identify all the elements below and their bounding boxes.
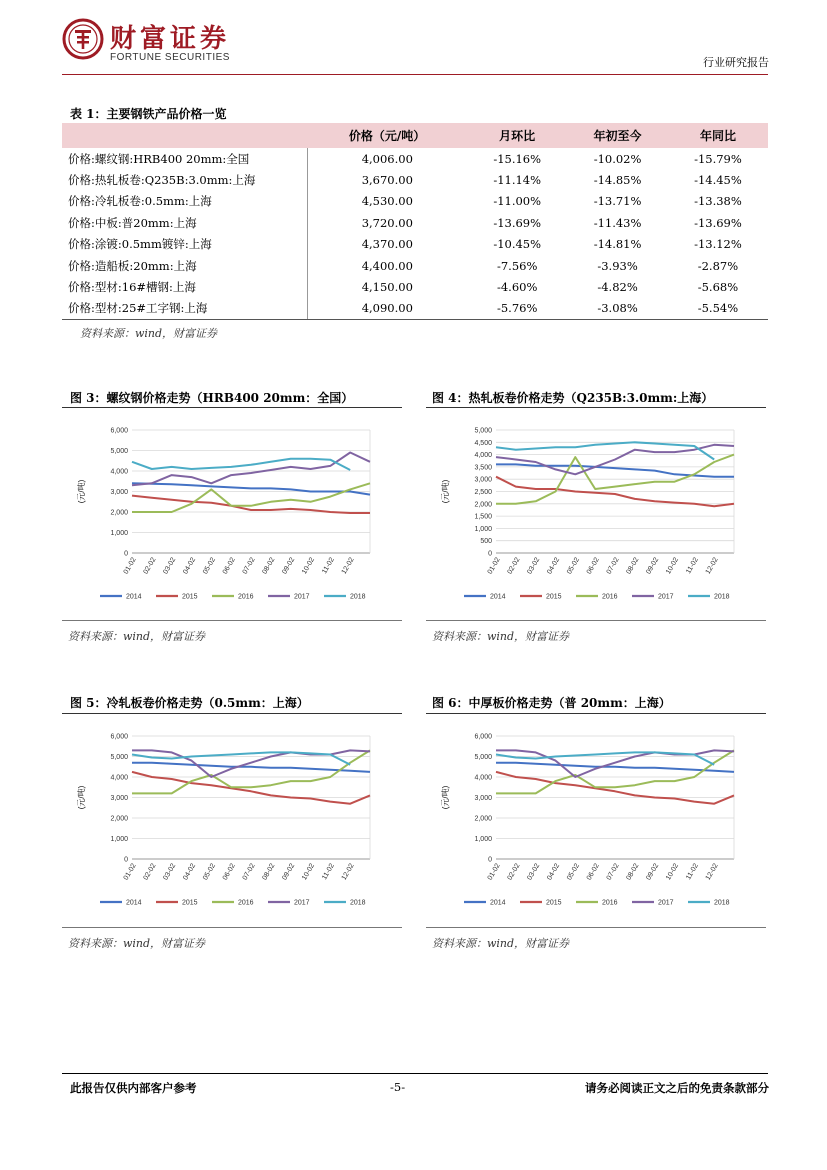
row-name: 价格:中板:普20mm:上海 — [62, 212, 307, 233]
x-tick-label: 06-02 — [221, 556, 237, 576]
y-tick-label: 1,000 — [474, 525, 492, 533]
x-tick-label: 01-02 — [122, 862, 138, 882]
legend-label-2017: 2017 — [658, 593, 674, 601]
fig5-chart — [62, 724, 402, 914]
row-price: 4,370.00 — [361, 237, 413, 252]
table-source: 资料来源：wind，财富证券 — [80, 327, 218, 340]
row-mom: -4.60% — [496, 280, 538, 295]
x-tick-label: 06-02 — [585, 862, 601, 882]
table-header-row — [62, 123, 768, 148]
legend-label-2015: 2015 — [546, 593, 562, 601]
table-header-mom: 月环比 — [467, 123, 567, 148]
row-name: 价格:造船板:20mm:上海 — [62, 255, 307, 276]
x-tick-label: 03-02 — [526, 556, 542, 576]
y-tick-label: 3,000 — [110, 489, 128, 496]
legend-label-2016: 2016 — [602, 593, 618, 601]
fig3-bottom-rule — [62, 620, 402, 621]
x-tick-label: 09-02 — [281, 556, 297, 576]
legend-label-2016: 2016 — [602, 899, 618, 907]
row-ytd: -14.81% — [593, 237, 642, 252]
y-tick-label: 3,000 — [474, 476, 492, 484]
y-tick-label: 5,000 — [474, 427, 492, 435]
row-price: 4,150.00 — [361, 280, 413, 295]
report-type: 行业研究报告 — [703, 56, 769, 69]
fig5-title: 图 5：冷轧板卷价格走势（0.5mm：上海） — [70, 696, 309, 710]
y-tick-label: 3,000 — [474, 795, 492, 802]
x-tick-label: 08-02 — [261, 862, 277, 882]
price-table — [62, 123, 768, 320]
y-tick-label: 1,000 — [110, 530, 128, 537]
fig4-title: 图 4：热轧板卷价格走势（Q235B:3.0mm:上海） — [432, 391, 714, 405]
y-tick-label: 2,000 — [474, 815, 492, 823]
x-tick-label: 12-02 — [340, 556, 356, 576]
row-mom: -5.76% — [467, 298, 567, 319]
x-tick-label: 12-02 — [704, 862, 720, 882]
row-ytd: -10.02% — [593, 151, 642, 166]
x-tick-label: 07-02 — [241, 862, 257, 882]
row-name: 价格:涂镀:0.5mm镀锌:上海 — [62, 234, 307, 255]
y-tick-label: 1,000 — [110, 836, 128, 843]
logo-english-name: FORTUNE SECURITIES — [110, 52, 230, 63]
table-row — [62, 148, 768, 169]
table-row — [62, 191, 768, 212]
row-yoy: -2.87% — [697, 258, 739, 273]
series-line-2014 — [496, 464, 734, 476]
row-mom: -15.16% — [493, 151, 542, 166]
y-tick-label: 6,000 — [474, 733, 492, 741]
legend-label-2017: 2017 — [294, 899, 310, 907]
table-row — [62, 234, 768, 255]
fig3-title: 图 3：螺纹钢价格走势（HRB400 20mm：全国） — [70, 391, 354, 405]
x-tick-label: 10-02 — [665, 862, 681, 882]
fig5-bottom-rule — [62, 927, 402, 928]
table-row — [62, 255, 768, 276]
x-tick-label: 11-02 — [685, 556, 700, 576]
row-ytd: -3.93% — [597, 258, 638, 273]
row-mom: -7.56% — [496, 258, 538, 273]
table-header-price: 价格（元/吨） — [307, 123, 467, 148]
table-row — [62, 276, 768, 297]
legend-label-2018: 2018 — [714, 899, 730, 907]
fig3-top-rule — [62, 407, 402, 408]
fig6-top-rule — [426, 713, 766, 714]
x-tick-label: 07-02 — [241, 556, 257, 576]
y-tick-label: 0 — [488, 550, 492, 558]
table-row — [62, 212, 768, 233]
y-tick-label: 4,500 — [474, 439, 492, 447]
row-yoy: -13.69% — [694, 215, 742, 230]
fig6-source: 资料来源：wind，财富证券 — [432, 937, 570, 950]
x-tick-label: 04-02 — [182, 556, 198, 576]
x-tick-label: 10-02 — [665, 556, 681, 576]
y-tick-label: 6,000 — [110, 427, 128, 435]
series-line-2014 — [496, 763, 734, 772]
table-title: 表 1：主要钢铁产品价格一览 — [70, 107, 227, 121]
x-tick-label: 04-02 — [546, 556, 562, 576]
page-number: -5- — [390, 1080, 406, 1094]
y-tick-label: 2,500 — [474, 489, 492, 496]
legend-label-2015: 2015 — [182, 593, 198, 601]
x-tick-label: 09-02 — [645, 862, 661, 882]
seal-logo-icon — [62, 18, 104, 60]
row-mom: -13.69% — [493, 215, 542, 230]
row-ytd: -11.43% — [593, 215, 642, 230]
row-yoy: -5.54% — [668, 298, 768, 319]
row-name: 价格:型材:25#工字钢:上海 — [62, 298, 307, 319]
row-name: 价格:螺纹钢:HRB400 20mm:全国 — [62, 148, 307, 169]
table-header-ytd: 年初至今 — [567, 123, 668, 148]
y-tick-label: 2,000 — [474, 501, 492, 509]
row-yoy: -15.79% — [694, 151, 742, 166]
row-mom: -11.14% — [493, 173, 542, 188]
fig6-bottom-rule — [426, 927, 766, 928]
table-header-blank — [62, 123, 307, 148]
x-tick-label: 11-02 — [685, 862, 700, 882]
series-line-2017 — [132, 453, 370, 486]
series-line-2015 — [132, 496, 370, 513]
fig4-bottom-rule — [426, 620, 766, 621]
x-tick-label: 08-02 — [625, 862, 641, 882]
legend-label-2018: 2018 — [350, 899, 366, 907]
y-tick-label: 4,000 — [110, 774, 128, 782]
x-tick-label: 10-02 — [301, 862, 317, 882]
row-mom: -11.00% — [493, 194, 542, 209]
y-tick-label: 6,000 — [110, 733, 128, 741]
x-tick-label: 01-02 — [486, 556, 502, 576]
x-tick-label: 11-02 — [321, 556, 336, 576]
legend-label-2016: 2016 — [238, 899, 254, 907]
x-tick-label: 03-02 — [162, 862, 178, 882]
row-ytd: -13.71% — [593, 194, 642, 209]
row-yoy: -13.38% — [694, 194, 742, 209]
row-price: 3,720.00 — [361, 215, 413, 230]
x-tick-label: 01-02 — [486, 862, 502, 882]
row-mom: -10.45% — [493, 237, 542, 252]
x-tick-label: 03-02 — [526, 862, 542, 882]
row-name: 价格:热轧板卷:Q235B:3.0mm:上海 — [62, 169, 307, 190]
y-tick-label: 3,000 — [110, 795, 128, 802]
y-tick-label: 5,000 — [110, 448, 128, 455]
series-line-2014 — [132, 763, 370, 772]
legend-label-2017: 2017 — [294, 593, 310, 601]
legend-label-2017: 2017 — [658, 899, 674, 907]
y-tick-label: 0 — [488, 856, 492, 864]
legend-label-2016: 2016 — [238, 593, 254, 601]
x-tick-label: 10-02 — [301, 556, 317, 576]
row-price: 3,670.00 — [361, 173, 413, 188]
x-tick-label: 09-02 — [281, 862, 297, 882]
legend-label-2018: 2018 — [714, 593, 730, 601]
legend-label-2014: 2014 — [490, 593, 506, 601]
legend-label-2015: 2015 — [546, 899, 562, 907]
y-axis-label: (元/吨) — [441, 479, 450, 504]
row-ytd: -14.85% — [593, 173, 642, 188]
x-tick-label: 04-02 — [546, 862, 562, 882]
x-tick-label: 07-02 — [605, 556, 621, 576]
company-logo — [62, 18, 242, 64]
y-tick-label: 1,500 — [474, 513, 492, 521]
y-tick-label: 3,500 — [474, 464, 492, 472]
row-ytd: -4.82% — [597, 280, 638, 295]
fig3-source: 资料来源：wind，财富证券 — [68, 630, 206, 643]
x-tick-label: 08-02 — [625, 556, 641, 576]
x-tick-label: 05-02 — [565, 556, 582, 576]
x-tick-label: 12-02 — [704, 556, 720, 576]
fig5-source: 资料来源：wind，财富证券 — [68, 937, 206, 950]
legend-label-2014: 2014 — [126, 899, 142, 907]
x-tick-label: 02-02 — [506, 556, 522, 576]
y-tick-label: 5,000 — [110, 754, 128, 761]
header-divider — [62, 74, 768, 75]
fig6-chart — [426, 724, 766, 914]
fig3-chart — [62, 418, 402, 608]
row-yoy: -13.12% — [694, 237, 742, 252]
x-tick-label: 05-02 — [201, 556, 218, 576]
row-name: 价格:冷轧板卷:0.5mm:上海 — [62, 191, 307, 212]
row-ytd: -3.08% — [567, 298, 668, 319]
fig6-title: 图 6：中厚板价格走势（普 20mm：上海） — [432, 696, 671, 710]
row-price: 4,090.00 — [307, 298, 467, 319]
x-tick-label: 06-02 — [221, 862, 237, 882]
table-header-yoy: 年同比 — [668, 123, 768, 148]
y-axis-label: (元/吨) — [77, 479, 86, 504]
y-tick-label: 0 — [124, 856, 128, 864]
y-axis-label: (元/吨) — [77, 785, 86, 810]
logo-chinese-name: 财富证券 — [110, 24, 231, 54]
y-tick-label: 4,000 — [474, 452, 492, 460]
y-tick-label: 4,000 — [110, 468, 128, 476]
x-tick-label: 02-02 — [506, 862, 522, 882]
row-price: 4,006.00 — [361, 151, 413, 166]
footer-divider — [62, 1073, 768, 1074]
x-tick-label: 05-02 — [201, 862, 218, 882]
footer-disclaimer-left: 此报告仅供内部客户参考 — [70, 1081, 197, 1095]
y-axis-label: (元/吨) — [441, 785, 450, 810]
row-yoy: -5.68% — [697, 280, 739, 295]
x-tick-label: 04-02 — [182, 862, 198, 882]
fig4-chart — [426, 418, 766, 608]
y-tick-label: 5,000 — [474, 754, 492, 761]
x-tick-label: 07-02 — [605, 862, 621, 882]
legend-label-2014: 2014 — [126, 593, 142, 601]
y-tick-label: 2,000 — [110, 815, 128, 823]
y-tick-label: 1,000 — [474, 836, 492, 843]
y-tick-label: 2,000 — [110, 509, 128, 517]
y-tick-label: 500 — [480, 538, 492, 546]
x-tick-label: 01-02 — [122, 556, 138, 576]
row-name: 价格:型材:16#槽钢:上海 — [62, 276, 307, 297]
x-tick-label: 05-02 — [565, 862, 582, 882]
row-yoy: -14.45% — [694, 173, 742, 188]
row-price: 4,530.00 — [361, 194, 413, 209]
x-tick-label: 02-02 — [142, 862, 158, 882]
y-tick-label: 4,000 — [474, 774, 492, 782]
x-tick-label: 09-02 — [645, 556, 661, 576]
x-tick-label: 03-02 — [162, 556, 178, 576]
y-tick-label: 0 — [124, 550, 128, 558]
series-line-2014 — [132, 483, 370, 494]
fig4-top-rule — [426, 407, 766, 408]
x-tick-label: 11-02 — [321, 862, 336, 882]
x-tick-label: 06-02 — [585, 556, 601, 576]
row-price: 4,400.00 — [361, 258, 413, 273]
x-tick-label: 02-02 — [142, 556, 158, 576]
table-row — [62, 298, 768, 319]
x-tick-label: 08-02 — [261, 556, 277, 576]
footer-disclaimer-right: 请务必阅读正文之后的免责条款部分 — [585, 1081, 769, 1095]
table-row — [62, 169, 768, 190]
x-tick-label: 12-02 — [340, 862, 356, 882]
legend-label-2014: 2014 — [490, 899, 506, 907]
fig5-top-rule — [62, 713, 402, 714]
legend-label-2018: 2018 — [350, 593, 366, 601]
fig4-source: 资料来源：wind，财富证券 — [432, 630, 570, 643]
legend-label-2015: 2015 — [182, 899, 198, 907]
